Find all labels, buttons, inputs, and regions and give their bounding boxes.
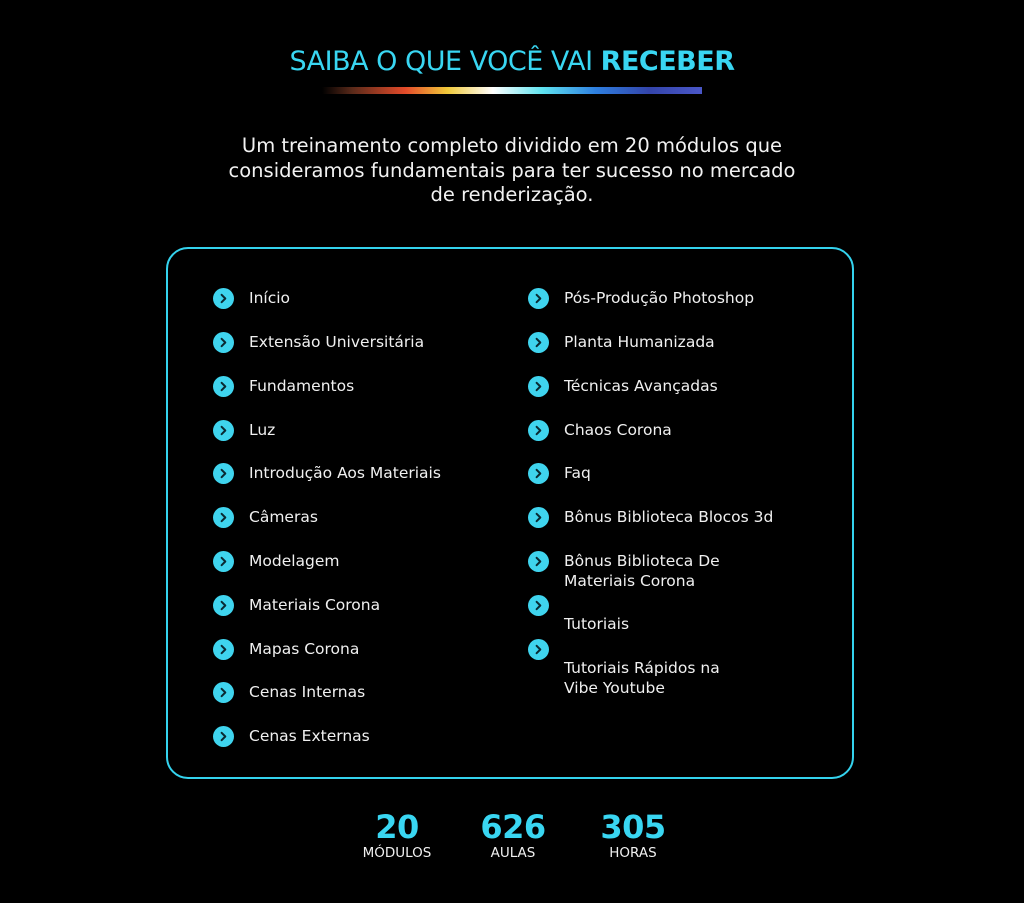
- stat-modules: [352, 808, 442, 861]
- module-label: Fundamentos: [249, 377, 355, 395]
- chevron-right-circle-icon: [213, 595, 234, 616]
- module-label: Pós-Produção Photoshop: [564, 289, 755, 307]
- module-label: Faq: [564, 464, 591, 482]
- intro-line-2: consideramos fundamentais para ter sucesso no mercado: [228, 158, 796, 182]
- intro-text: [192, 134, 832, 208]
- chevron-right-circle-icon: [528, 595, 549, 616]
- stat-value: 626: [480, 808, 546, 846]
- chevron-right-circle-icon: [528, 332, 549, 353]
- chevron-right-circle-icon: [528, 420, 549, 441]
- module-label: Cenas Internas: [249, 683, 366, 701]
- chevron-right-circle-icon: [213, 682, 234, 703]
- module-label: Técnicas Avançadas: [564, 377, 718, 395]
- section-title-bold: RECEBER: [600, 46, 735, 77]
- chevron-right-circle-icon: [528, 463, 549, 484]
- chevron-right-circle-icon: [213, 376, 234, 397]
- stat-hours: [588, 808, 678, 861]
- stat-value: 305: [600, 808, 666, 846]
- stat-label: MÓDULOS: [362, 845, 432, 861]
- module-label: Cenas Externas: [249, 727, 370, 745]
- chevron-right-circle-icon: [528, 639, 549, 660]
- section-title: [0, 44, 1024, 80]
- module-label: Luz: [249, 421, 276, 439]
- module-label: Tutoriais Rápidos na Vibe Youtube: [564, 659, 720, 697]
- module-label: Introdução Aos Materiais: [249, 464, 441, 482]
- chevron-right-circle-icon: [213, 639, 234, 660]
- stat-lessons: [468, 808, 558, 861]
- chevron-right-circle-icon: [213, 551, 234, 572]
- module-label: Câmeras: [249, 508, 318, 526]
- chevron-right-circle-icon: [528, 288, 549, 309]
- module-label: Tutoriais: [564, 615, 630, 633]
- chevron-right-circle-icon: [213, 288, 234, 309]
- chevron-right-circle-icon: [213, 332, 234, 353]
- chevron-right-circle-icon: [213, 507, 234, 528]
- chevron-right-circle-icon: [213, 726, 234, 747]
- module-label: Planta Humanizada: [564, 333, 715, 351]
- stat-value: 20: [375, 808, 419, 846]
- section-title-light: SAIBA O QUE VOCÊ VAI: [289, 46, 593, 77]
- chevron-right-circle-icon: [528, 551, 549, 572]
- stat-label: AULAS: [490, 845, 536, 861]
- chevron-right-circle-icon: [213, 420, 234, 441]
- chevron-right-circle-icon: [528, 376, 549, 397]
- chevron-right-circle-icon: [528, 507, 549, 528]
- module-label: Extensão Universitária: [249, 333, 425, 351]
- title-underline-gradient: [322, 87, 702, 94]
- chevron-right-circle-icon: [213, 463, 234, 484]
- stat-label: HORAS: [609, 845, 657, 861]
- module-label: Modelagem: [249, 552, 340, 570]
- module-label: Bônus Biblioteca De Materiais Corona: [564, 552, 720, 590]
- module-label: Chaos Corona: [564, 421, 672, 439]
- module-label: Materiais Corona: [249, 596, 381, 614]
- intro-line-3: de renderização.: [430, 183, 594, 206]
- intro-line-1: Um treinamento completo dividido em 20 módulos que: [241, 134, 783, 157]
- module-label: Início: [249, 289, 291, 307]
- module-label: Bônus Biblioteca Blocos 3d: [564, 508, 774, 526]
- module-label: Mapas Corona: [249, 640, 360, 658]
